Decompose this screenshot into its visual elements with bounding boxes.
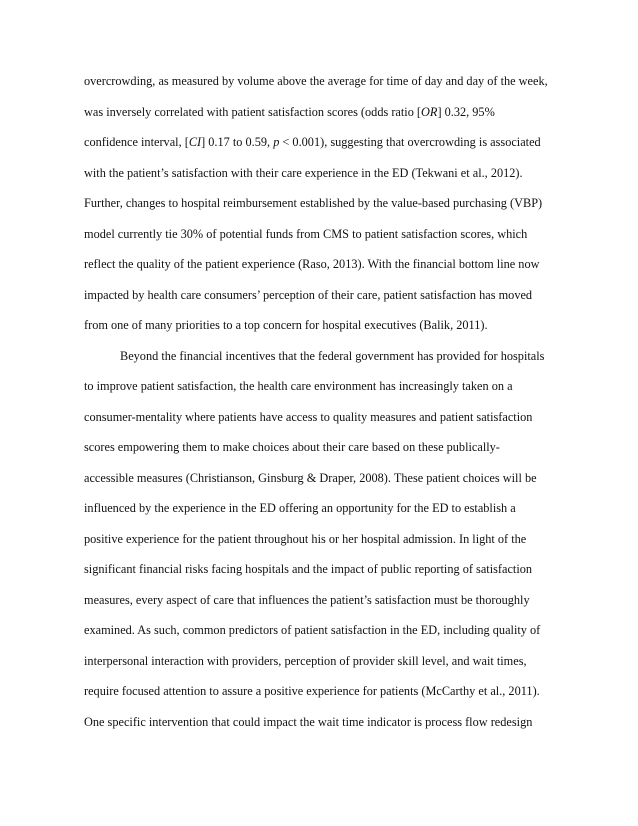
text-line: positive experience for the patient throughout his or her hospital admission. In light of the xyxy=(84,531,527,546)
text-line: confidence interval, [CI] 0.17 to 0.59, p < 0.001), suggesting that overcrowding is associated xyxy=(84,135,541,149)
text-line: consumer-mentality where patients have access to quality measures and patient satisfaction xyxy=(84,409,533,424)
italic-term: p xyxy=(273,135,280,149)
text-line: require focused attention to assure a positive experience for patients (McCarthy et al., 2011). xyxy=(84,684,540,698)
text-line: influenced by the experience in the ED offering an opportunity for the ED to establish a xyxy=(84,501,516,515)
text-line: significant financial risks facing hospitals and the impact of public reporting of satisfaction xyxy=(84,562,533,576)
text-line: to improve patient satisfaction, the health care environment has increasingly taken on a xyxy=(84,379,513,393)
text-line: impacted by health care consumers’ perception of their care, patient satisfaction has moved xyxy=(84,287,533,302)
italic-term: CI xyxy=(188,135,202,149)
document-body xyxy=(84,66,564,737)
text-line: overcrowding, as measured by volume above the average for time of day and day of the week, xyxy=(84,74,548,88)
text-line: from one of many priorities to a top concern for hospital executives (Balik, 2011). xyxy=(84,318,488,332)
text-line: was inversely correlated with patient satisfaction scores (odds ratio [OR] 0.32, 95% xyxy=(84,104,495,119)
text-line: with the patient’s satisfaction with their care experience in the ED (Tekwani et al., 2012). xyxy=(84,165,523,180)
text-line: interpersonal interaction with providers, perception of provider skill level, and wait times, xyxy=(84,653,527,668)
text-line: Beyond the financial incentives that the federal government has provided for hospitals xyxy=(120,348,545,363)
italic-term: OR xyxy=(421,104,438,119)
text-line: scores empowering them to make choices about their care based on these publically- xyxy=(84,440,500,454)
text-line: examined. As such, common predictors of patient satisfaction in the ED, including quality of xyxy=(84,623,541,637)
text-line: accessible measures (Christianson, Ginsburg & Draper, 2008). These patient choices will be xyxy=(84,470,537,485)
text-line: reflect the quality of the patient experience (Raso, 2013). With the financial bottom line now xyxy=(84,257,540,271)
text-line: Further, changes to hospital reimbursement established by the value-based purchasing (VBP) xyxy=(84,196,543,210)
paragraph-2 xyxy=(84,341,564,738)
text-line: measures, every aspect of care that influences the patient’s satisfaction must be thoroughly xyxy=(84,592,530,607)
paragraph-1 xyxy=(84,66,564,341)
text-line: One specific intervention that could impact the wait time indicator is process flow redesign xyxy=(84,714,533,729)
text-line: model currently tie 30% of potential funds from CMS to patient satisfaction scores, which xyxy=(84,226,528,241)
